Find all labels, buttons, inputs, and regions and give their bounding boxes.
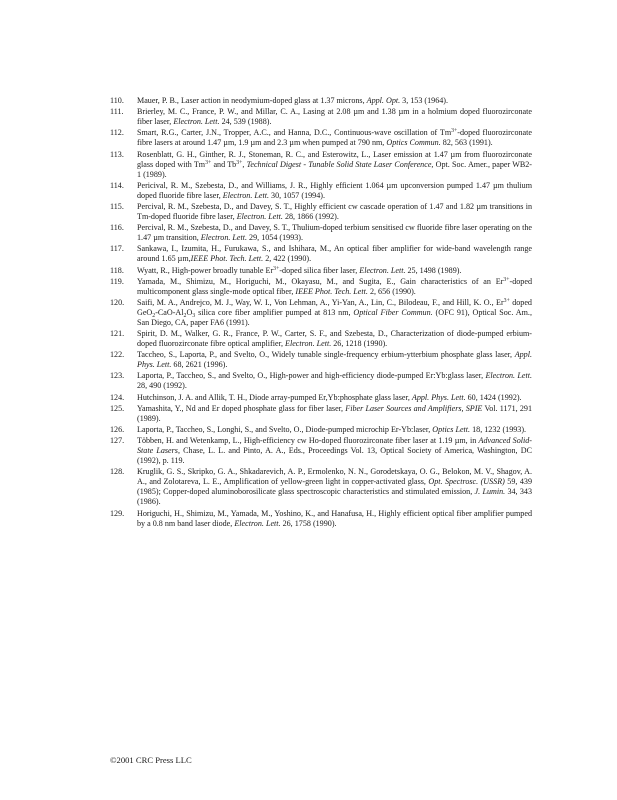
- reference-text: Saifi, M. A., Andrejco, M. J., Way, W. I., Von Lehman, A., Yi-Yan, A., Lin, C., Bilodeau, F., and Hill, K. O., $Er^{3+}$ doped $GeO_2-CaO-Al_2O_3$ silica core fiber amplifier pumped at 813 nm, Optical Fiber Commun. (OFC 91), Optical Soc. Am., San Diego, CA, paper FA6 (1991).: [137, 297, 532, 327]
- reference-number: 111.: [110, 107, 124, 117]
- reference-text: Mauer, P. B., Laser action in neodymium-doped glass at 1.37 microns, Appl. Opt. 3, 153 (1964).: [137, 96, 449, 105]
- reference-number: 118.: [110, 265, 124, 275]
- reference-item: [110, 181, 532, 201]
- reference-item: [110, 404, 532, 424]
- reference-item: [110, 277, 532, 297]
- reference-number: 128.: [110, 467, 125, 477]
- reference-text: Percival, R. M., Szebesta, D., and Davey, S. T., Highly efficient cw cascade operation of 1.47 and 1.82 µm transitions in Tm-doped fluoride fibre laser, Electron. Lett. 28, 1866 (1992).: [137, 201, 532, 221]
- copyright-footer: ©2001 CRC Press LLC: [110, 755, 192, 765]
- reference-list: [110, 96, 532, 530]
- reference-item: [110, 150, 532, 180]
- reference-text: Többen, H. and Wetenkamp, L., High-efficiency cw Ho-doped fluorozirconate fiber laser at 1.19 µm, in Advanced Solid-State Lasers, Chase, L. L. and Pinto, A. A., Eds., Proceedings Vol. 13, Optical Society of America, Washington, DC (1992), p. 119.: [137, 436, 532, 466]
- reference-item: [110, 266, 532, 276]
- reference-number: 119.: [110, 276, 124, 286]
- reference-text: Rosenblatt, G. H., Ginther, R. J., Stoneman, R. C., and Esterowitz, L., Laser emission at 1.47 µm from fluorozirconate glass doped with $Tm^{3+}$ and $Tb^{3+}$, Technical Digest - Tunable Solid State Laser Conference, Opt. Soc. Amer., paper WB2-1 (1989).: [137, 149, 532, 179]
- reference-item: [110, 393, 532, 403]
- reference-text: Laporta, P., Taccheo, S., and Svelto, O., High-power and high-efficiency diode-pumped Er:Yb:glass laser, Electron. Lett. 28, 490 (1992).: [137, 371, 533, 391]
- reference-text: Kruglik, G. S., Skripko, G. A., Shkadarevich, A. P., Ermolenko, N. N., Gorodetskaya, O. G., Belokon, M. V., Shagov, A. A., and Zolotareva, L. E., Amplification of yellow-green light in copper-activated glass, Opt. Spectrosc. (USSR) 59, 439 (1985); Copper-doped aluminoborosilicate glass spectroscopic characteristics and stimulated emission, J. Lumin. 34, 343 (1986).: [137, 467, 532, 507]
- reference-number: 112.: [110, 128, 124, 138]
- reference-text: Pericival, R. M., Szebesta, D., and Williams, J. R., Highly efficient 1.064 µm upconversion pumped 1.47 µm thulium doped fluoride fibre laser, Electron. Lett. 30, 1057 (1994).: [137, 180, 532, 200]
- reference-text: Spirit, D. M., Walker, G. R., France, P. W., Carter, S. F., and Szebesta, D., Characterization of diode-pumped erbium-doped fluorozirconate fibre optical amplifier, Electron. Lett. 26, 1218 (1990).: [137, 329, 532, 349]
- reference-text: Sankawa, I., Izumita, H., Furukawa, S., and Ishihara, M., An optical fiber amplifier for wide-band wavelength range around 1.65 µm,IEEE Phot. Tech. Lett. 2, 422 (1990).: [137, 244, 532, 264]
- reference-text: Smart, R.G., Carter, J.N., Tropper, A.C., and Hanna, D.C., Continuous-wave oscillation of $Tm^{3+}$-doped fluorozirconate fibre lasers at around 1.47 µm, 1.9 µm and 2.3 µm when pumped at 790 nm, Optics Commun. 82, 563 (1991).: [137, 128, 532, 148]
- reference-item: [110, 223, 532, 243]
- reference-item: [110, 436, 532, 466]
- reference-text: Wyatt, R., High-power broadly tunable $Er^{3+}$-doped silica fiber laser, Electron. Lett. 25, 1498 (1989).: [137, 265, 462, 275]
- reference-text: Taccheo, S., Laporta, P., and Svelto, O., Widely tunable single-frequency erbium-ytterbium phosphate glass laser, Appl. Phys. Lett. 68, 2621 (1996).: [137, 350, 532, 370]
- reference-item: [110, 371, 532, 391]
- reference-text: Percival, R. M., Szebesta, D., and Davey, S. T., Thulium-doped terbium sensitised cw fluoride fibre laser operating on the 1.47 µm transition, Electron. Lett. 29, 1054 (1993).: [137, 223, 532, 243]
- reference-number: 127.: [110, 436, 125, 446]
- reference-item: [110, 202, 532, 222]
- reference-number: 125.: [110, 403, 125, 413]
- reference-text: Horiguchi, H., Shimizu, M., Yamada, M., Yoshino, K., and Hanafusa, H., Highly efficient optical fiber amplifier pumped by a 0.8 nm band laser diode, Electron. Lett. 26, 1758 (1990).: [137, 508, 532, 528]
- reference-item: [110, 244, 532, 264]
- reference-item: [110, 350, 532, 370]
- reference-item: [110, 107, 532, 127]
- reference-item: [110, 509, 532, 529]
- reference-text: Yamashita, Y., Nd and Er doped phosphate glass for fiber laser, Fiber Laser Sources and Amplifiers, SPIE Vol. 1171, 291 (1989).: [137, 403, 533, 423]
- reference-number: 123.: [110, 371, 125, 381]
- reference-number: 117.: [110, 244, 124, 254]
- reference-number: 120.: [110, 297, 125, 307]
- reference-number: 115.: [110, 201, 124, 211]
- reference-number: 110.: [110, 96, 124, 105]
- reference-item: [110, 96, 532, 106]
- reference-text: Brierley, M. C., France, P. W., and Millar, C. A., Lasing at 2.08 µm and 1.38 µm in a holmium doped fluorozirconate fiber laser, Electron. Lett. 24, 539 (1988).: [137, 107, 532, 127]
- reference-number: 121.: [110, 329, 125, 339]
- reference-number: 116.: [110, 223, 124, 233]
- reference-number: 129.: [110, 508, 125, 518]
- reference-text: Laporta, P., Taccheo, S., Longhi, S., and Svelto, O., Diode-pumped microchip Er-Yb:laser, Optics Lett. 18, 1232 (1993).: [137, 424, 527, 434]
- reference-number: 124.: [110, 392, 125, 402]
- reference-text: Yamada, M., Shimizu, M., Horiguchi, M., Okayasu, M., and Sugita, E., Gain characteristics of an $Er^{3+}$-doped multicomponent glass single-mode optical fiber, IEEE Phot. Tech. Lett. 2, 656 (1990).: [137, 276, 532, 296]
- reference-number: 122.: [110, 350, 125, 360]
- reference-number: 114.: [110, 180, 124, 190]
- reference-item: [110, 467, 532, 507]
- reference-number: 113.: [110, 149, 124, 159]
- reference-item: [110, 425, 532, 435]
- reference-item: [110, 128, 532, 148]
- reference-item: [110, 298, 532, 328]
- reference-item: [110, 329, 532, 349]
- reference-number: 126.: [110, 424, 125, 434]
- reference-text: Hutchinson, J. A. and Allik, T. H., Diode array-pumped Er,Yb:phosphate glass laser, Appl. Phys. Lett. 60, 1424 (1992).: [137, 392, 522, 402]
